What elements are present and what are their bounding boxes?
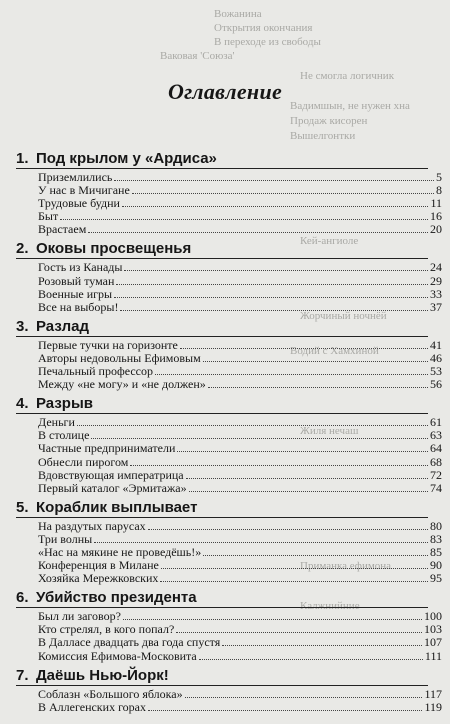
- entry-page-number: 68: [430, 454, 442, 469]
- dot-leader: [177, 451, 428, 452]
- entry-page-number: 111: [424, 648, 442, 663]
- toc-entry[interactable]: [16, 288, 442, 301]
- entry-label: У нас в Мичигане: [38, 183, 130, 198]
- chapter-divider: [16, 168, 428, 169]
- chapter-title: Убийство президента: [36, 589, 197, 607]
- entry-list: [16, 334, 442, 391]
- dot-leader: [208, 387, 428, 388]
- entry-page-number: 95: [430, 571, 442, 586]
- entry-page-number: 63: [430, 428, 442, 443]
- entry-page-number: 83: [430, 531, 442, 546]
- toc-entry[interactable]: [16, 223, 442, 236]
- chapter-divider: [16, 607, 428, 608]
- toc-entry[interactable]: [16, 520, 442, 533]
- dot-leader: [116, 284, 428, 285]
- dot-leader: [160, 581, 428, 582]
- toc-entry[interactable]: [16, 456, 442, 469]
- bleed-text: В переходе из свободы: [214, 36, 321, 48]
- toc-entry[interactable]: [16, 442, 442, 455]
- entry-page-number: 33: [430, 286, 442, 301]
- entry-label: Между «не могу» и «не должен»: [38, 377, 206, 392]
- toc-entry[interactable]: [16, 636, 442, 649]
- dot-leader: [130, 465, 428, 466]
- dot-leader: [148, 710, 422, 711]
- dot-leader: [132, 193, 434, 194]
- toc-entry[interactable]: [16, 469, 442, 482]
- dot-leader: [185, 697, 423, 698]
- chapter-block: [16, 395, 442, 495]
- chapter-divider: [16, 336, 428, 337]
- chapter-heading[interactable]: [16, 150, 442, 166]
- chapter-title: Под крылом у «Ардиса»: [36, 150, 217, 167]
- dot-leader: [148, 529, 428, 530]
- toc-entry[interactable]: [16, 572, 442, 585]
- toc-entry[interactable]: [16, 339, 442, 352]
- bleed-text: Калжнийние: [300, 600, 360, 612]
- bleed-text: Водий с Хамхиной: [290, 345, 379, 357]
- entry-label: На раздутых парусах: [38, 518, 146, 533]
- entry-label: Соблазн «Большого яблока»: [38, 686, 183, 701]
- entry-label: Военные игры: [38, 286, 113, 301]
- entry-label: Приземлились: [38, 170, 113, 184]
- entry-page-number: 11: [430, 196, 442, 211]
- bleed-text: Жорчиный ночнёй: [300, 310, 387, 322]
- entry-page-number: 80: [430, 518, 442, 533]
- toc-entry[interactable]: [16, 688, 442, 701]
- chapter-heading[interactable]: [16, 589, 442, 605]
- toc-entry[interactable]: [16, 482, 442, 495]
- entry-page-number: 117: [424, 686, 442, 701]
- entry-page-number: 53: [430, 364, 442, 379]
- entry-label: Деньги: [38, 415, 75, 430]
- entry-page-number: 119: [424, 699, 442, 714]
- chapter-number: 3.: [16, 317, 29, 335]
- entry-page-number: 90: [430, 558, 442, 573]
- dot-leader: [222, 645, 422, 646]
- bleed-text: Кей-ангиоле: [300, 235, 359, 247]
- toc-entry[interactable]: [16, 378, 442, 391]
- toc-entry[interactable]: [16, 533, 442, 546]
- entry-label: В Аллегенских горах: [38, 699, 147, 714]
- chapter-number: 5.: [16, 498, 29, 516]
- entry-label: В столице: [38, 428, 90, 443]
- dot-leader: [186, 478, 428, 479]
- entry-label: Хозяйка Мережковских: [38, 571, 159, 586]
- dot-leader: [122, 206, 428, 207]
- chapter-divider: [16, 517, 428, 518]
- entry-label: «Нас на мякине не проведёшь!»: [38, 544, 202, 559]
- bleed-text: Ваковая 'Союза': [160, 50, 235, 62]
- entry-page-number: 41: [430, 337, 442, 352]
- chapter-block: [16, 150, 442, 236]
- dot-leader: [180, 348, 428, 349]
- toc-entry[interactable]: [16, 197, 442, 210]
- entry-label: Быт: [38, 209, 59, 224]
- toc-entry[interactable]: [16, 701, 442, 714]
- chapter-divider: [16, 413, 428, 414]
- entry-label: Розовый туман: [38, 273, 115, 288]
- toc-entry[interactable]: [16, 301, 442, 314]
- bleed-text: Продаж кисорен: [290, 115, 368, 127]
- bleed-text: Открытия окончания: [214, 22, 313, 34]
- entry-page-number: 37: [430, 299, 442, 314]
- chapter-heading[interactable]: [16, 240, 442, 256]
- chapter-heading[interactable]: [16, 667, 442, 683]
- entry-label: Печальный профессор: [38, 364, 154, 379]
- bleed-text: Жиля нечаш: [300, 425, 359, 437]
- dot-leader: [189, 491, 428, 492]
- dot-leader: [88, 232, 428, 233]
- entry-page-number: 85: [430, 544, 442, 559]
- chapter-number: 4.: [16, 395, 29, 413]
- entry-list: [16, 683, 442, 714]
- chapter-block: [16, 499, 442, 585]
- entry-label: Кто стрелял, в кого попал?: [38, 622, 175, 637]
- entry-page-number: 100: [424, 609, 442, 624]
- chapter-block: [16, 318, 442, 391]
- entry-page-number: 20: [430, 222, 442, 237]
- dot-leader: [155, 374, 428, 375]
- entry-page-number: 103: [424, 622, 442, 637]
- chapter-heading[interactable]: [16, 499, 442, 515]
- chapter-number: 2.: [16, 240, 29, 258]
- toc-entry[interactable]: [16, 261, 442, 274]
- entry-label: Конференция в Милане: [38, 558, 159, 573]
- bleed-text: Вожанина: [214, 8, 262, 20]
- dot-leader: [114, 297, 428, 298]
- entry-page-number: 16: [430, 209, 442, 224]
- bleed-text: Вадимшын, не нужен хна: [290, 100, 410, 112]
- chapter-heading[interactable]: [16, 318, 442, 334]
- entry-label: Все на выборы!: [38, 299, 119, 314]
- dot-leader: [94, 542, 428, 543]
- entry-label: Врастаем: [38, 222, 87, 237]
- entry-page-number: 5: [436, 170, 442, 184]
- entry-label: Обнесли пирогом: [38, 454, 129, 469]
- bleed-text: Не смогла логичник: [300, 70, 395, 82]
- entry-list: [16, 166, 442, 236]
- chapter-title: Даёшь Нью-Йорк!: [36, 666, 169, 684]
- entry-page-number: 56: [430, 377, 442, 392]
- chapter-block: [16, 589, 442, 662]
- table-of-contents: [16, 150, 442, 714]
- entry-label: Вдовствующая императрица: [38, 467, 184, 482]
- chapter-title: Оковы просвещенья: [36, 240, 192, 258]
- chapter-number: 7.: [16, 666, 29, 684]
- chapter-divider: [16, 685, 428, 686]
- dot-leader: [161, 568, 428, 569]
- dot-leader: [114, 180, 434, 181]
- entry-label: Первые тучки на горизонте: [38, 337, 178, 352]
- dot-leader: [60, 219, 428, 220]
- entry-label: Был ли заговор?: [38, 609, 121, 624]
- bleed-text: Вышелгонтки: [290, 130, 356, 142]
- entry-page-number: 61: [430, 415, 442, 430]
- dot-leader: [176, 632, 422, 633]
- entry-label: Гость из Канады: [38, 260, 123, 275]
- dot-leader: [203, 361, 428, 362]
- entry-page-number: 107: [424, 635, 442, 650]
- chapter-number: 1.: [16, 150, 29, 167]
- entry-label: Частные предприниматели: [38, 441, 176, 456]
- entry-page-number: 64: [430, 441, 442, 456]
- chapter-divider: [16, 258, 428, 259]
- entry-label: Трудовые будни: [38, 196, 120, 211]
- entry-list: [16, 515, 442, 585]
- entry-list: [16, 256, 442, 313]
- entry-page-number: 8: [436, 183, 442, 198]
- dot-leader: [91, 438, 428, 439]
- entry-list: [16, 605, 442, 662]
- page-title: Оглавление: [167, 79, 283, 104]
- entry-page-number: 46: [430, 350, 442, 365]
- entry-label: В Далласе двадцать два года спустя: [38, 635, 221, 650]
- dot-leader: [124, 270, 428, 271]
- dot-leader: [120, 310, 428, 311]
- entry-page-number: 24: [430, 260, 442, 275]
- bleed-text: Приманка ефимона: [300, 560, 392, 572]
- dot-leader: [203, 555, 428, 556]
- entry-page-number: 72: [430, 467, 442, 482]
- chapter-block: [16, 667, 442, 714]
- chapter-title: Кораблик выплывает: [36, 498, 198, 516]
- entry-page-number: 29: [430, 273, 442, 288]
- entry-label: Первый каталог «Эрмитажа»: [38, 480, 187, 495]
- chapter-number: 6.: [16, 589, 29, 607]
- dot-leader: [123, 619, 422, 620]
- entry-label: Авторы недовольны Ефимовым: [38, 350, 201, 365]
- entry-label: Комиссия Ефимова-Московита: [38, 648, 197, 663]
- entry-label: Три волны: [38, 531, 93, 546]
- chapter-title: Разлад: [36, 317, 89, 335]
- chapter-title: Разрыв: [36, 395, 93, 413]
- entry-page-number: 74: [430, 480, 442, 495]
- dot-leader: [77, 425, 428, 426]
- toc-entry[interactable]: [16, 650, 442, 663]
- dot-leader: [199, 659, 423, 660]
- chapter-block: [16, 240, 442, 313]
- entry-list: [16, 411, 442, 495]
- toc-entry[interactable]: [16, 275, 442, 288]
- chapter-heading[interactable]: [16, 395, 442, 411]
